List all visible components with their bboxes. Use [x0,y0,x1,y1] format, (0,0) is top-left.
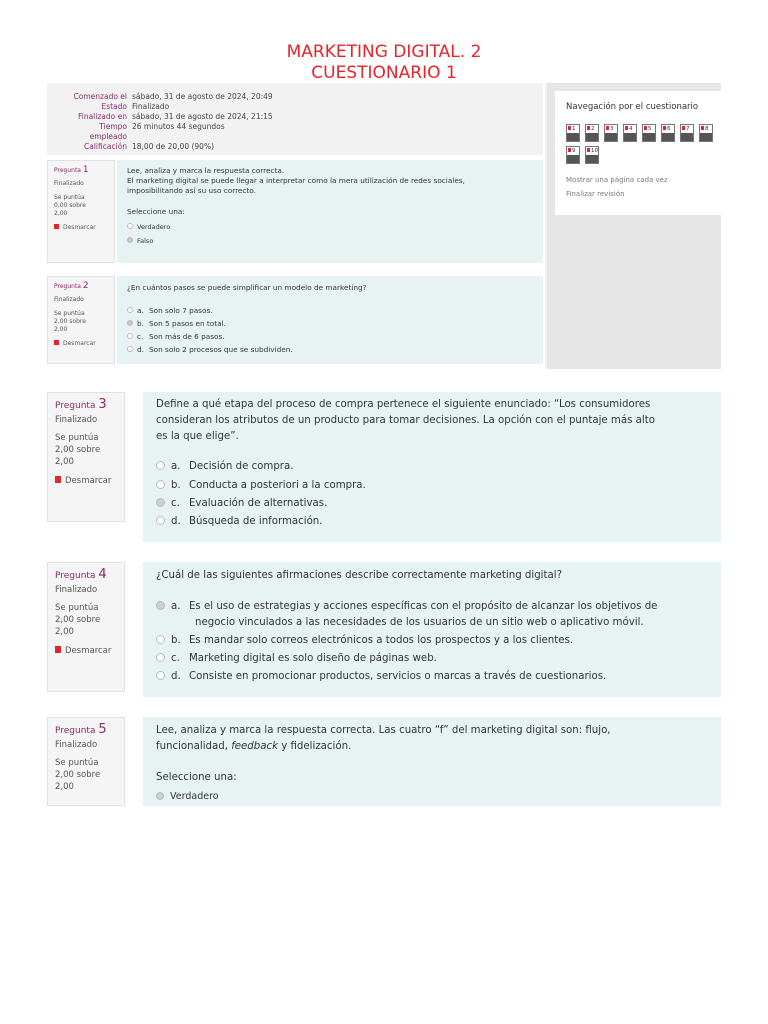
quiz-review-screenshot-2 [47,392,721,806]
question-2 [47,276,543,364]
nav-question-2[interactable]: 2 [585,124,599,142]
question-1-info: Pregunta 1 Finalizado Se puntúa 0,00 sobre 2,00 Desmarcar [47,160,115,263]
question-3-content: Define a qué etapa del proceso de compra pertenece el siguiente enunciado: “Los consumidores consideran los atributos de un producto para tomar decisiones. La opción con el puntaje más alto es la que elige”. a. Decisión de compra. b. Conducta a posteriori a la compra. c. Evaluación de alternativas. d. Búsqueda de información. [143,392,721,542]
radio-icon [127,223,133,229]
flag-icon [54,224,59,229]
nav-question-6[interactable]: 6 [661,124,675,142]
unflag-button-1[interactable]: Desmarcar [54,224,96,232]
nav-question-9[interactable]: 9 [566,146,580,164]
option-a[interactable]: a. Son solo 7 pasos. [127,306,213,316]
flag-icon [54,340,59,345]
option-b[interactable]: b. Conducta a posteriori a la compra. [156,478,366,493]
title-line-1: MARKETING DIGITAL. 2 [286,42,482,62]
unflag-button-4[interactable]: Desmarcar [55,646,111,657]
option-falso[interactable]: Falso [127,236,153,246]
title-line-2: CUESTIONARIO 1 [311,63,457,83]
option-c[interactable]: c. Marketing digital es solo diseño de páginas web. [156,651,437,666]
question-4-content: ¿Cuál de las siguientes afirmaciones describe correctamente marketing digital? a. Es el uso de estrategias y acciones específicas con el propósito de alcanzar los objetivos de negocio vinculados a las necesidades de los usuarios de un sitio web o aplicativo móvil. b. Es mandar solo correos electrónicos a todos los prospectos y a los clientes. c. Marketing digital es solo diseño de páginas web. d. Consiste en promocionar productos, servicios o marcas a través de cuestionarios. [143,562,721,697]
flag-icon [55,646,61,653]
question-5-content: Lee, analiza y marca la respuesta correcta. Las cuatro “f” del marketing digital son: flujo, funcionalidad, feedback y fidelización. Seleccione una: Verdadero [143,717,721,806]
nav-title: Navegación por el cuestionario [566,102,699,112]
question-4-info: Pregunta 4 Finalizado Se puntúa 2,00 sobre 2,00 Desmarcar [47,562,125,692]
option-c[interactable]: c. Evaluación de alternativas. [156,496,327,511]
option-a[interactable]: a. Es el uso de estrategias y acciones específicas con el propósito de alcanzar los objetivos de [156,599,657,614]
show-one-page-link[interactable]: Mostrar una página cada vez [566,176,668,184]
question-1 [47,160,543,263]
option-b[interactable]: b. Son 5 pasos en total. [127,319,226,329]
question-2-content: ¿En cuántos pasos se puede simplificar un modelo de marketing? a. Son solo 7 pasos. b. Son 5 pasos en total. c. Son más de 6 pasos. d. Son solo 2 procesos que se subdividen. [117,276,543,364]
option-d[interactable]: d. Son solo 2 procesos que se subdividen. [127,345,293,355]
flag-icon [55,476,61,483]
option-d[interactable]: d. Consiste en promocionar productos, servicios o marcas a través de cuestionarios. [156,669,606,684]
nav-question-8[interactable]: 8 [699,124,713,142]
question-4 [47,562,721,697]
option-a[interactable]: a. Decisión de compra. [156,459,293,474]
nav-question-1[interactable]: 1 [566,124,580,142]
quiz-navigation-panel [555,91,721,215]
question-2-info: Pregunta 2 Finalizado Se puntúa 2,00 sobre 2,00 Desmarcar [47,276,115,364]
attempt-summary: Comenzado el sábado, 31 de agosto de 2024, 20:49 Estado Finalizado Finalizado en sábado, 31 de agosto de 2024, 21:15 Tiempo 26 minutos 44 segundos empleado Calificación 18,00 de 20,00 (90%) [47,83,543,155]
document-title [0,42,768,84]
question-3-info: Pregunta 3 Finalizado Se puntúa 2,00 sobre 2,00 Desmarcar [47,392,125,522]
nav-question-4[interactable]: 4 [623,124,637,142]
question-1-content: Lee, analiza y marca la respuesta correcta. El marketing digital se puede llegar a interpretar como la mera utilización de redes sociales, imposibilitando así su uso correcto. Seleccione una: Verdadero Falso [117,160,543,263]
option-d[interactable]: d. Búsqueda de información. [156,514,323,529]
nav-question-7[interactable]: 7 [680,124,694,142]
unflag-button-2[interactable]: Desmarcar [54,340,96,348]
option-verdadero[interactable]: Verdadero [127,222,170,232]
option-c[interactable]: c. Son más de 6 pasos. [127,332,225,342]
quiz-review-screenshot-1 [47,83,721,369]
unflag-button-3[interactable]: Desmarcar [55,476,111,487]
question-5 [47,717,721,806]
option-b[interactable]: b. Es mandar solo correos electrónicos a todos los prospectos y a los clientes. [156,633,573,648]
nav-question-10[interactable]: 10 [585,146,599,164]
question-3 [47,392,721,542]
nav-question-5[interactable]: 5 [642,124,656,142]
finish-review-link[interactable]: Finalizar revisión [566,190,625,198]
option-verdadero[interactable]: Verdadero [156,789,219,804]
radio-selected-icon [127,237,133,243]
nav-question-3[interactable]: 3 [604,124,618,142]
question-5-info: Pregunta 5 Finalizado Se puntúa 2,00 sobre 2,00 [47,717,125,806]
